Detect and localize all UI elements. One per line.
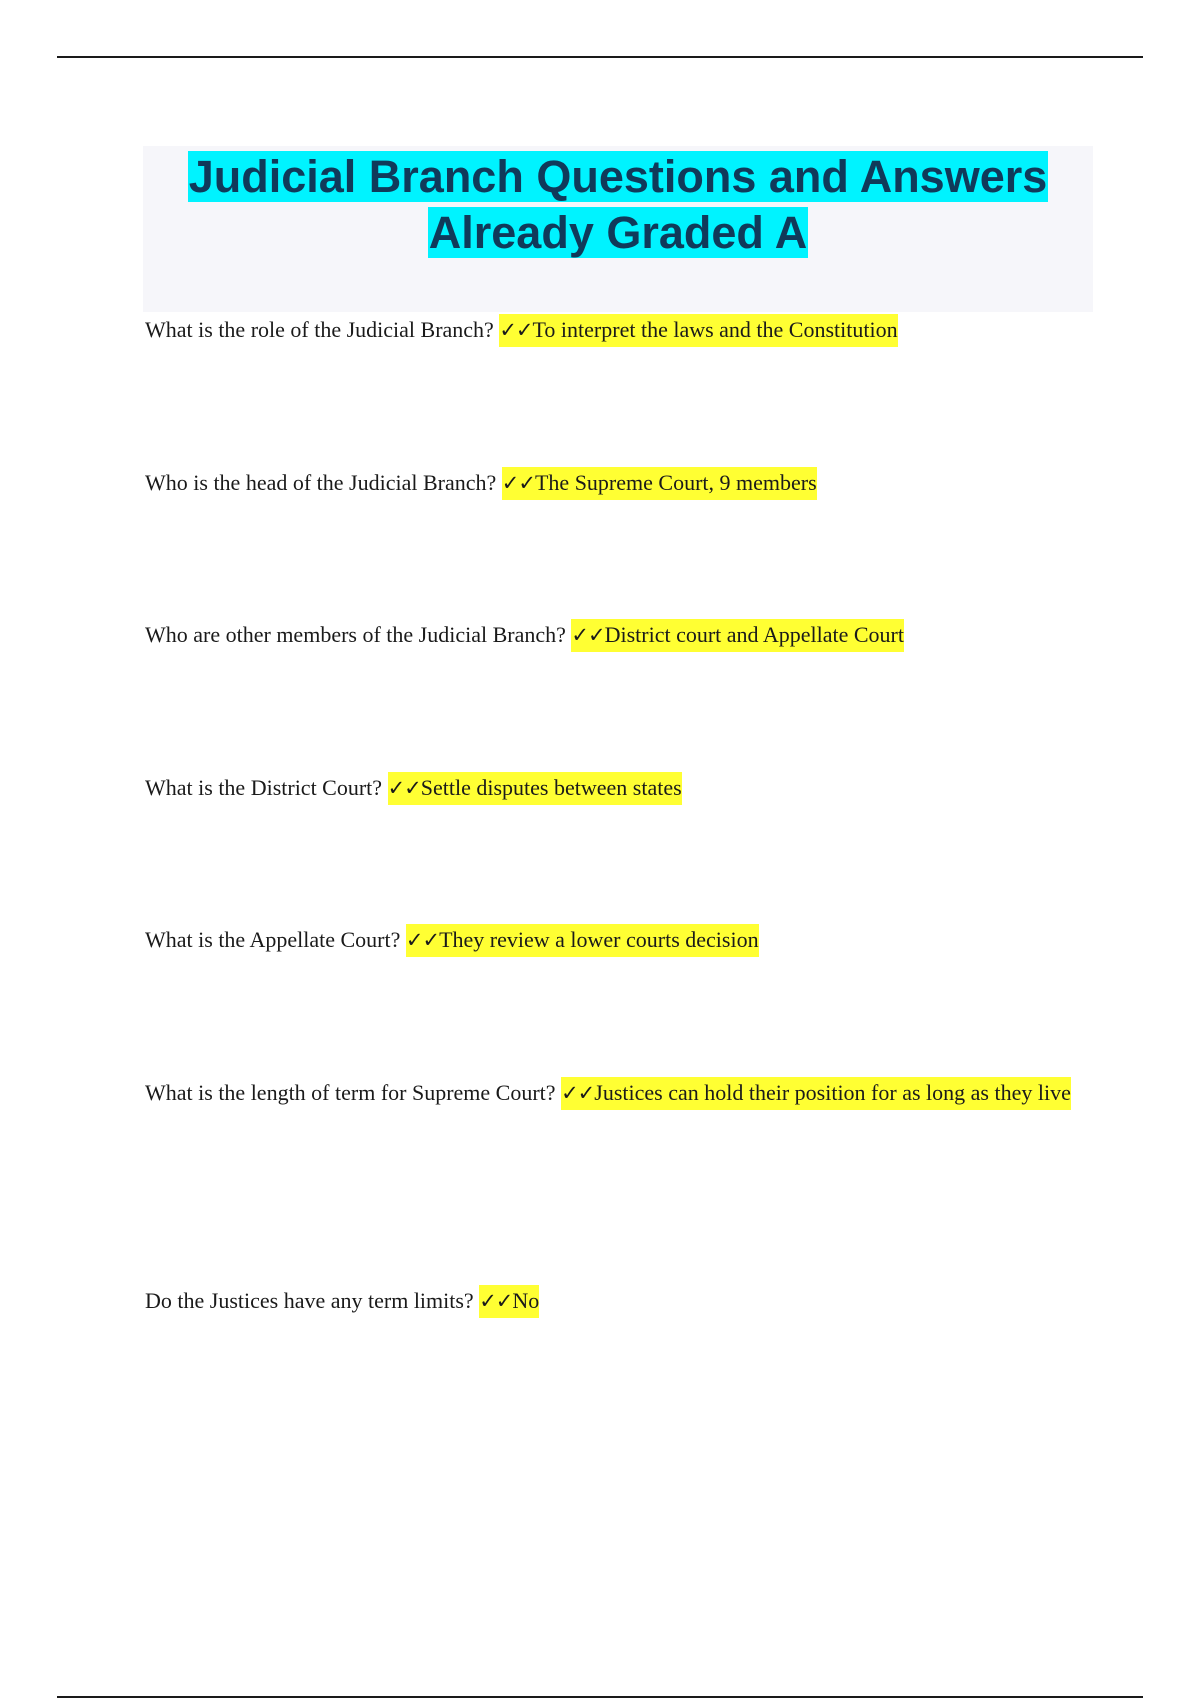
answer-highlight xyxy=(561,1077,1071,1110)
answer-text: No xyxy=(512,1288,540,1313)
qa-item xyxy=(145,299,1085,361)
title-line-2: Already Graded A xyxy=(428,207,808,258)
qa-item xyxy=(145,452,1085,514)
footer-rule xyxy=(57,1696,1143,1698)
document-title xyxy=(143,146,1093,261)
title-block xyxy=(143,146,1093,312)
answer-text: They review a lower courts decision xyxy=(439,927,759,952)
qa-item xyxy=(145,909,1085,971)
double-check-icon: ✓✓ xyxy=(405,928,440,952)
header-rule xyxy=(57,56,1143,58)
question-text: What is the role of the Judicial Branch? xyxy=(145,317,494,342)
question-text: What is the length of term for Supreme Court? xyxy=(145,1080,556,1105)
answer-highlight xyxy=(499,314,897,347)
title-line-1: Judicial Branch Questions and Answers xyxy=(188,151,1048,202)
answer-highlight xyxy=(571,619,904,652)
question-text: Who are other members of the Judicial Branch? xyxy=(145,622,566,647)
double-check-icon: ✓✓ xyxy=(499,318,533,342)
qa-item xyxy=(145,604,1085,666)
double-check-icon: ✓✓ xyxy=(387,776,421,800)
answer-text: Justices can hold their position for as long as they live xyxy=(594,1080,1071,1105)
qa-item xyxy=(145,1062,1085,1124)
double-check-icon: ✓✓ xyxy=(561,1081,595,1105)
answer-highlight xyxy=(479,1285,539,1318)
qa-item xyxy=(145,757,1085,819)
double-check-icon: ✓✓ xyxy=(571,623,605,647)
answer-text: To interpret the laws and the Constitution xyxy=(532,317,898,342)
qa-item xyxy=(145,1270,1085,1332)
double-check-icon: ✓✓ xyxy=(479,1289,513,1313)
answer-highlight xyxy=(388,772,682,805)
question-text: What is the Appellate Court? xyxy=(145,927,401,952)
answer-text: District court and Appellate Court xyxy=(604,622,904,647)
double-check-icon: ✓✓ xyxy=(501,471,535,495)
question-text: Do the Justices have any term limits? xyxy=(145,1288,474,1313)
question-text: What is the District Court? xyxy=(145,775,383,800)
answer-highlight xyxy=(502,467,817,500)
question-text: Who is the head of the Judicial Branch? xyxy=(145,470,497,495)
answer-text: Settle disputes between states xyxy=(420,775,682,800)
answer-text: The Supreme Court, 9 members xyxy=(534,470,817,495)
answer-highlight xyxy=(406,924,759,957)
